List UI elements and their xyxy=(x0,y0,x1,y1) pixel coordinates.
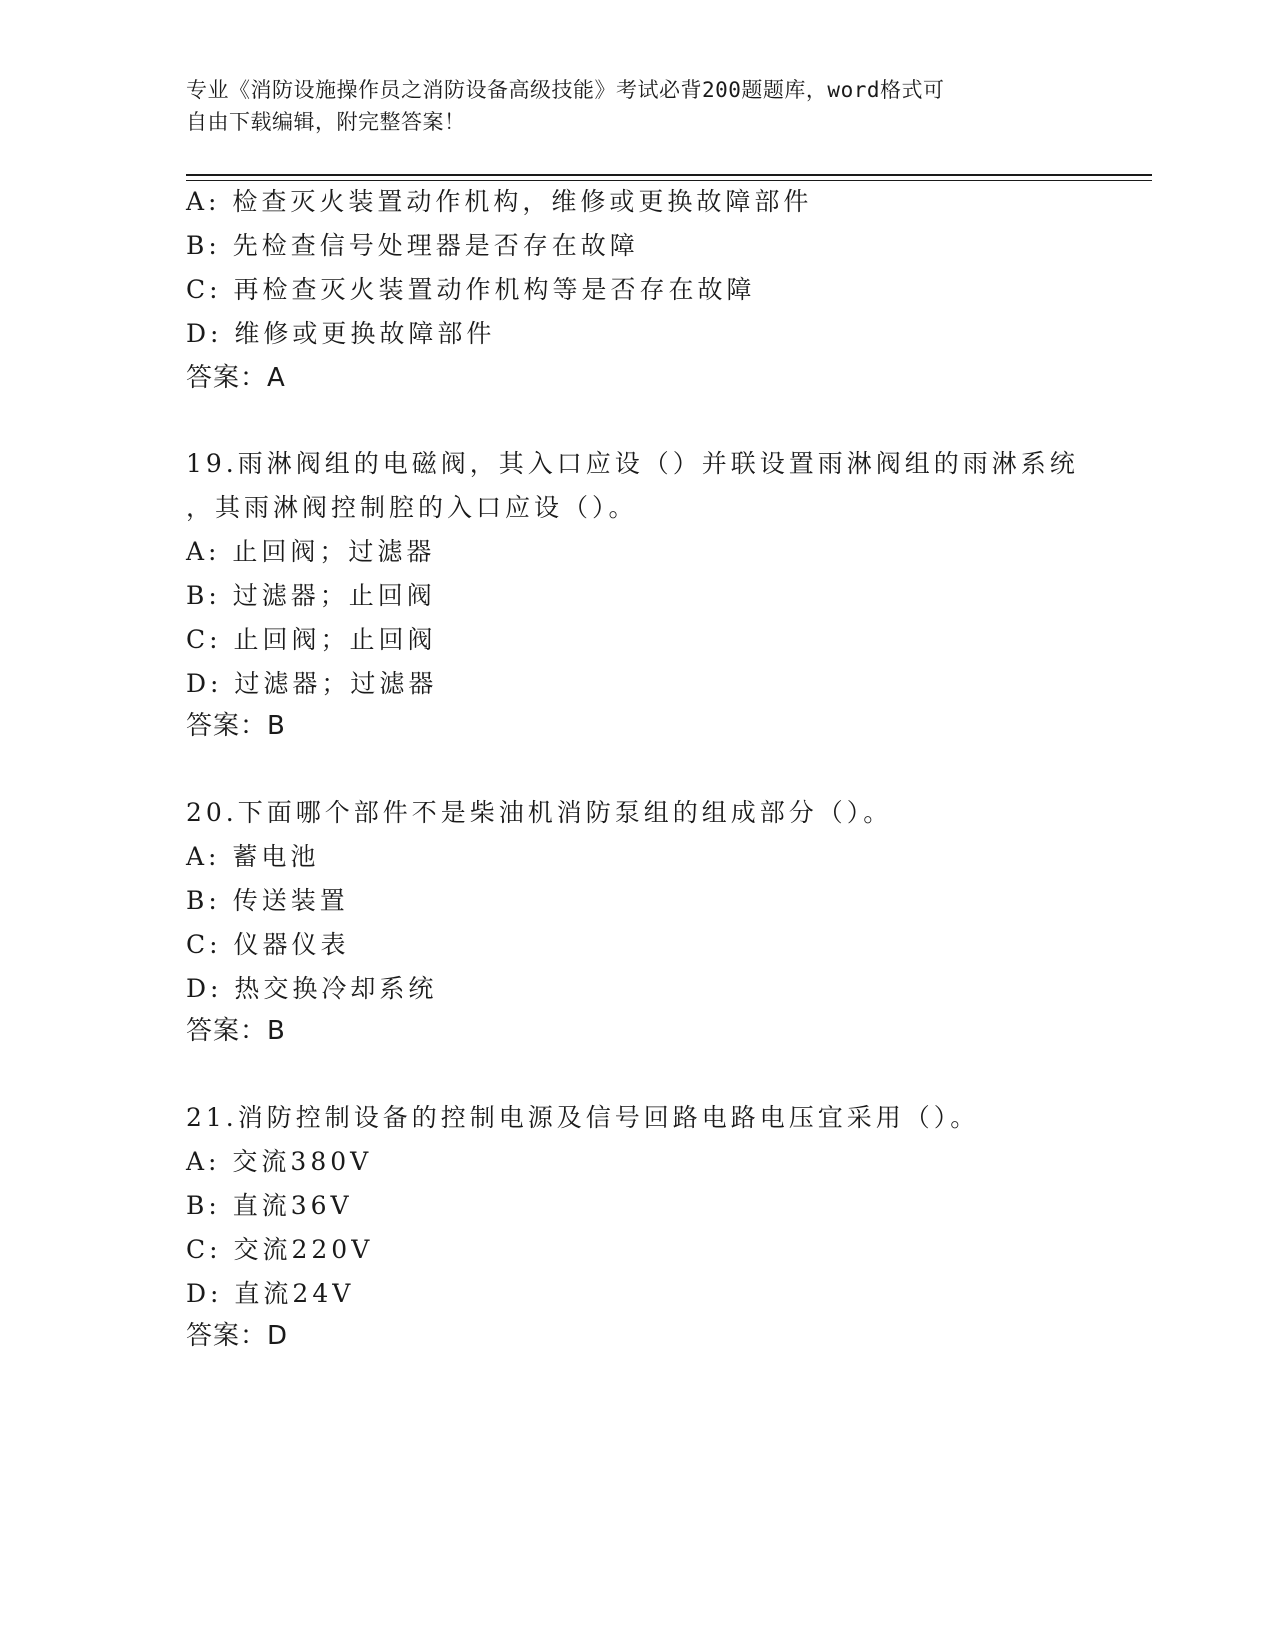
q19-stem-line-2: ，其雨淋阀控制腔的入口应设（）。 xyxy=(186,493,638,522)
header-line-1: 专业《消防设施操作员之消防设备高级技能》考试必背200题题库，word格式可 xyxy=(186,78,945,102)
q19-option-b: B: 过滤器；止回阀 xyxy=(186,581,436,610)
q21-option-d: D: 直流24V xyxy=(186,1279,355,1308)
q19-option-c: C: 止回阀；止回阀 xyxy=(186,625,437,654)
q21-stem-line-1: 21.消防控制设备的控制电源及信号回路电路电压宜采用（）。 xyxy=(186,1103,980,1132)
q20-option-b: B: 传送装置 xyxy=(186,886,349,915)
q19-stem-line-1: 19.雨淋阀组的电磁阀，其入口应设（）并联设置雨淋阀组的雨淋系统 xyxy=(186,449,1079,478)
q21-option-c: C: 交流220V xyxy=(186,1235,374,1264)
q18-option-d: D: 维修或更换故障部件 xyxy=(186,319,496,348)
q19-option-a: A: 止回阀；过滤器 xyxy=(186,537,436,566)
q20-option-d: D: 热交换冷却系统 xyxy=(186,974,438,1003)
q21-option-b: B: 直流36V xyxy=(186,1191,353,1220)
q20-stem-line-1: 20.下面哪个部件不是柴油机消防泵组的组成部分（）。 xyxy=(186,798,893,827)
header-line-2: 自由下载编辑，附完整答案！ xyxy=(186,110,466,134)
q20-option-a: A: 蓄电池 xyxy=(186,842,320,871)
q21-answer: 答案：D xyxy=(186,1321,289,1351)
q18-answer: 答案：A xyxy=(186,363,286,393)
header-divider-thin xyxy=(186,180,1152,181)
q19-answer: 答案：B xyxy=(186,711,286,741)
q18-option-b: B: 先检查信号处理器是否存在故障 xyxy=(186,231,639,260)
q19-option-d: D: 过滤器；过滤器 xyxy=(186,669,438,698)
q18-option-c: C: 再检查灭火装置动作机构等是否存在故障 xyxy=(186,275,756,304)
q20-option-c: C: 仪器仪表 xyxy=(186,930,350,959)
header-divider-thick xyxy=(186,174,1152,176)
q18-option-a: A: 检查灭火装置动作机构，维修或更换故障部件 xyxy=(186,187,813,216)
q21-option-a: A: 交流380V xyxy=(186,1147,373,1176)
document-header xyxy=(186,74,1086,138)
q20-answer: 答案：B xyxy=(186,1016,286,1046)
